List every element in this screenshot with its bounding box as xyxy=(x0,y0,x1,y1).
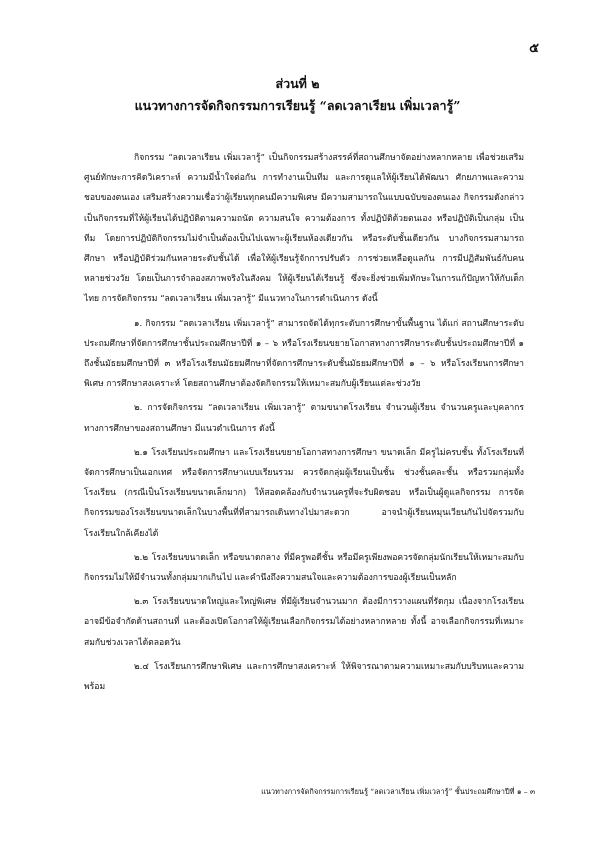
page-number: ๕ xyxy=(529,41,539,56)
section-title: ส่วนที่ ๒ xyxy=(275,76,320,91)
paragraph-item-2-3: ๒.๓ โรงเรียนขนาดใหญ่และใหญ่พิเศษ ที่มีผู้เรียนจำนวนมาก ต้องมีการวางแผนที่รัดกุม เนื่องจากโรงเรียนอาจมีข้อจำกัดด้านสถานที่ และต้องเปิดโอกาสให้ผู้เรียนเลือกกิจกรรมได้อย่างหลากหลาย ทั้งนี้ อาจเลือกกิจกรรมที่เหมาะสมกับช่วงเวลาได้ตลอดวัน xyxy=(84,597,524,648)
body-text xyxy=(84,148,524,701)
paragraph-item-2-1: ๒.๑ โรงเรียนประถมศึกษา และโรงเรียนขยายโอกาสทางการศึกษา ขนาดเล็ก มีครูไม่ครบชั้น ทั้งโรงเรียนที่จัดการศึกษาเป็นเอกเทศ หรือจัดการศึกษาแบบเรียนรวม ควรจัดกลุ่มผู้เรียนเป็นชั้น ช่วงชั้นคละชั้น หรือรวมกลุ่มทั้งโรงเรียน (กรณีเป็นโรงเรียนขนาดเล็กมาก) ให้สอดคล้องกับจำนวนครูที่จะรับผิดชอบ หรือเป็นผู้ดูแลกิจกรรม การจัดกิจกรรมของโรงเรียนขนาดเล็กในบางพื้นที่ที่สามารถเดินทางไปมาสะดวก อาจนำผู้เรียนหมุนเวียนกันไปจัดรวมกับโรงเรียนใกล้เคียงได้ xyxy=(84,447,524,539)
page-footer: แนวทางการจัดกิจกรรมการเรียนรู้ “ลดเวลาเรียน เพิ่มเวลารู้” ชั้นประถมศึกษาปีที่ ๑ – ๓ xyxy=(261,787,535,796)
paragraph-item-2: ๒. การจัดกิจกรรม “ลดเวลาเรียน เพิ่มเวลารู้” ตามขนาดโรงเรียน จำนวนผู้เรียน จำนวนครูและบุคลากรทางการศึกษาของสถานศึกษา มีแนวดำเนินการ ดังนี้ xyxy=(84,403,524,434)
paragraph-intro: กิจกรรม “ลดเวลาเรียน เพิ่มเวลารู้” เป็นกิจกรรมสร้างสรรค์ที่สถานศึกษาจัดอย่างหลากหลาย เพื่อช่วยเสริมศูนย์ทักษะการคิดวิเคราะห์ ความมีน้ำใจต่อกัน การทำงานเป็นทีม และการดูแลให้ผู้เรียนได้พัฒนา ศักยภาพและความชอบของตนเอง เสริมสร้างความเชื่อว่าผู้เรียนทุกคนมีความพิเศษ มีความสามารถในแบบฉบับของตนเอง กิจกรรมดังกล่าวเป็นกิจกรรมที่ให้ผู้เรียนได้ปฏิบัติตามความถนัด ความสนใจ ความต้องการ ทั้งปฏิบัติด้วยตนเอง หรือปฏิบัติเป็นกลุ่ม เป็นทีม โดยการปฏิบัติกิจกรรมไม่จำเป็นต้องเป็นไปเฉพาะผู้เรียนห้องเดียวกัน หรือระดับชั้นเดียวกัน บางกิจกรรมสามารถศึกษา หรือปฏิบัติร่วมกันหลายระดับชั้นได้ เพื่อให้ผู้เรียนรู้จักการปรับตัว การช่วยเหลือดูแลกัน การมีปฏิสัมพันธ์กับคนหลายช่วงวัย โดยเป็นการจำลองสภาพจริงในสังคม ให้ผู้เรียนได้เรียนรู้ ซึ่งจะยิ่งช่วยเพิ่มทักษะในการแก้ปัญหาให้กับเด็กไทย การจัดกิจกรรม “ลดเวลาเรียน เพิ่มเวลารู้” มีแนวทางในการดำเนินการ ดังนี้ xyxy=(84,153,524,305)
paragraph-item-2-2: ๒.๒ โรงเรียนขนาดเล็ก หรือขนาดกลาง ที่มีครูพอดีชั้น หรือมีครูเพียงพอควรจัดกลุ่มนักเรียนให้เหมาะสมกับกิจกรรมไม่ให้มีจำนวนทั้งกลุ่มมากเกินไป และคำนึงถึงความสนใจและความต้องการของผู้เรียนเป็นหลัก xyxy=(84,552,524,584)
paragraph-item-2-4: ๒.๔ โรงเรียนการศึกษาพิเศษ และการศึกษาสงเคราะห์ ให้พิจารณาตามความเหมาะสมกับบริบทและความพร้อม xyxy=(84,661,524,693)
paragraph-item-1: ๑. กิจกรรม “ลดเวลาเรียน เพิ่มเวลารู้” สามารถจัดได้ทุกระดับการศึกษาขั้นพื้นฐาน ได้แก่ สถานศึกษาระดับประถมศึกษาที่จัดการศึกษาชั้นประถมศึกษาปีที่ ๑ – ๖ หรือโรงเรียนขยายโอกาสทางการศึกษาระดับชั้นประถมศึกษาปีที่ ๑ ถึงชั้นมัธยมศึกษาปีที่ ๓ หรือโรงเรียนมัธยมศึกษาที่จัดการศึกษาระดับชั้นมัธยมศึกษาปีที่ ๑ – ๖ หรือโรงเรียนการศึกษาพิเศษ การศึกษาสงเคราะห์ โดยสถานศึกษาต้องจัดกิจกรรมให้เหมาะสมกับผู้เรียนแต่ละช่วงวัย xyxy=(84,318,524,390)
document-subtitle: แนวทางการจัดกิจกรรมการเรียนรู้ “ลดเวลาเรียน เพิ่มเวลารู้” xyxy=(134,98,461,113)
